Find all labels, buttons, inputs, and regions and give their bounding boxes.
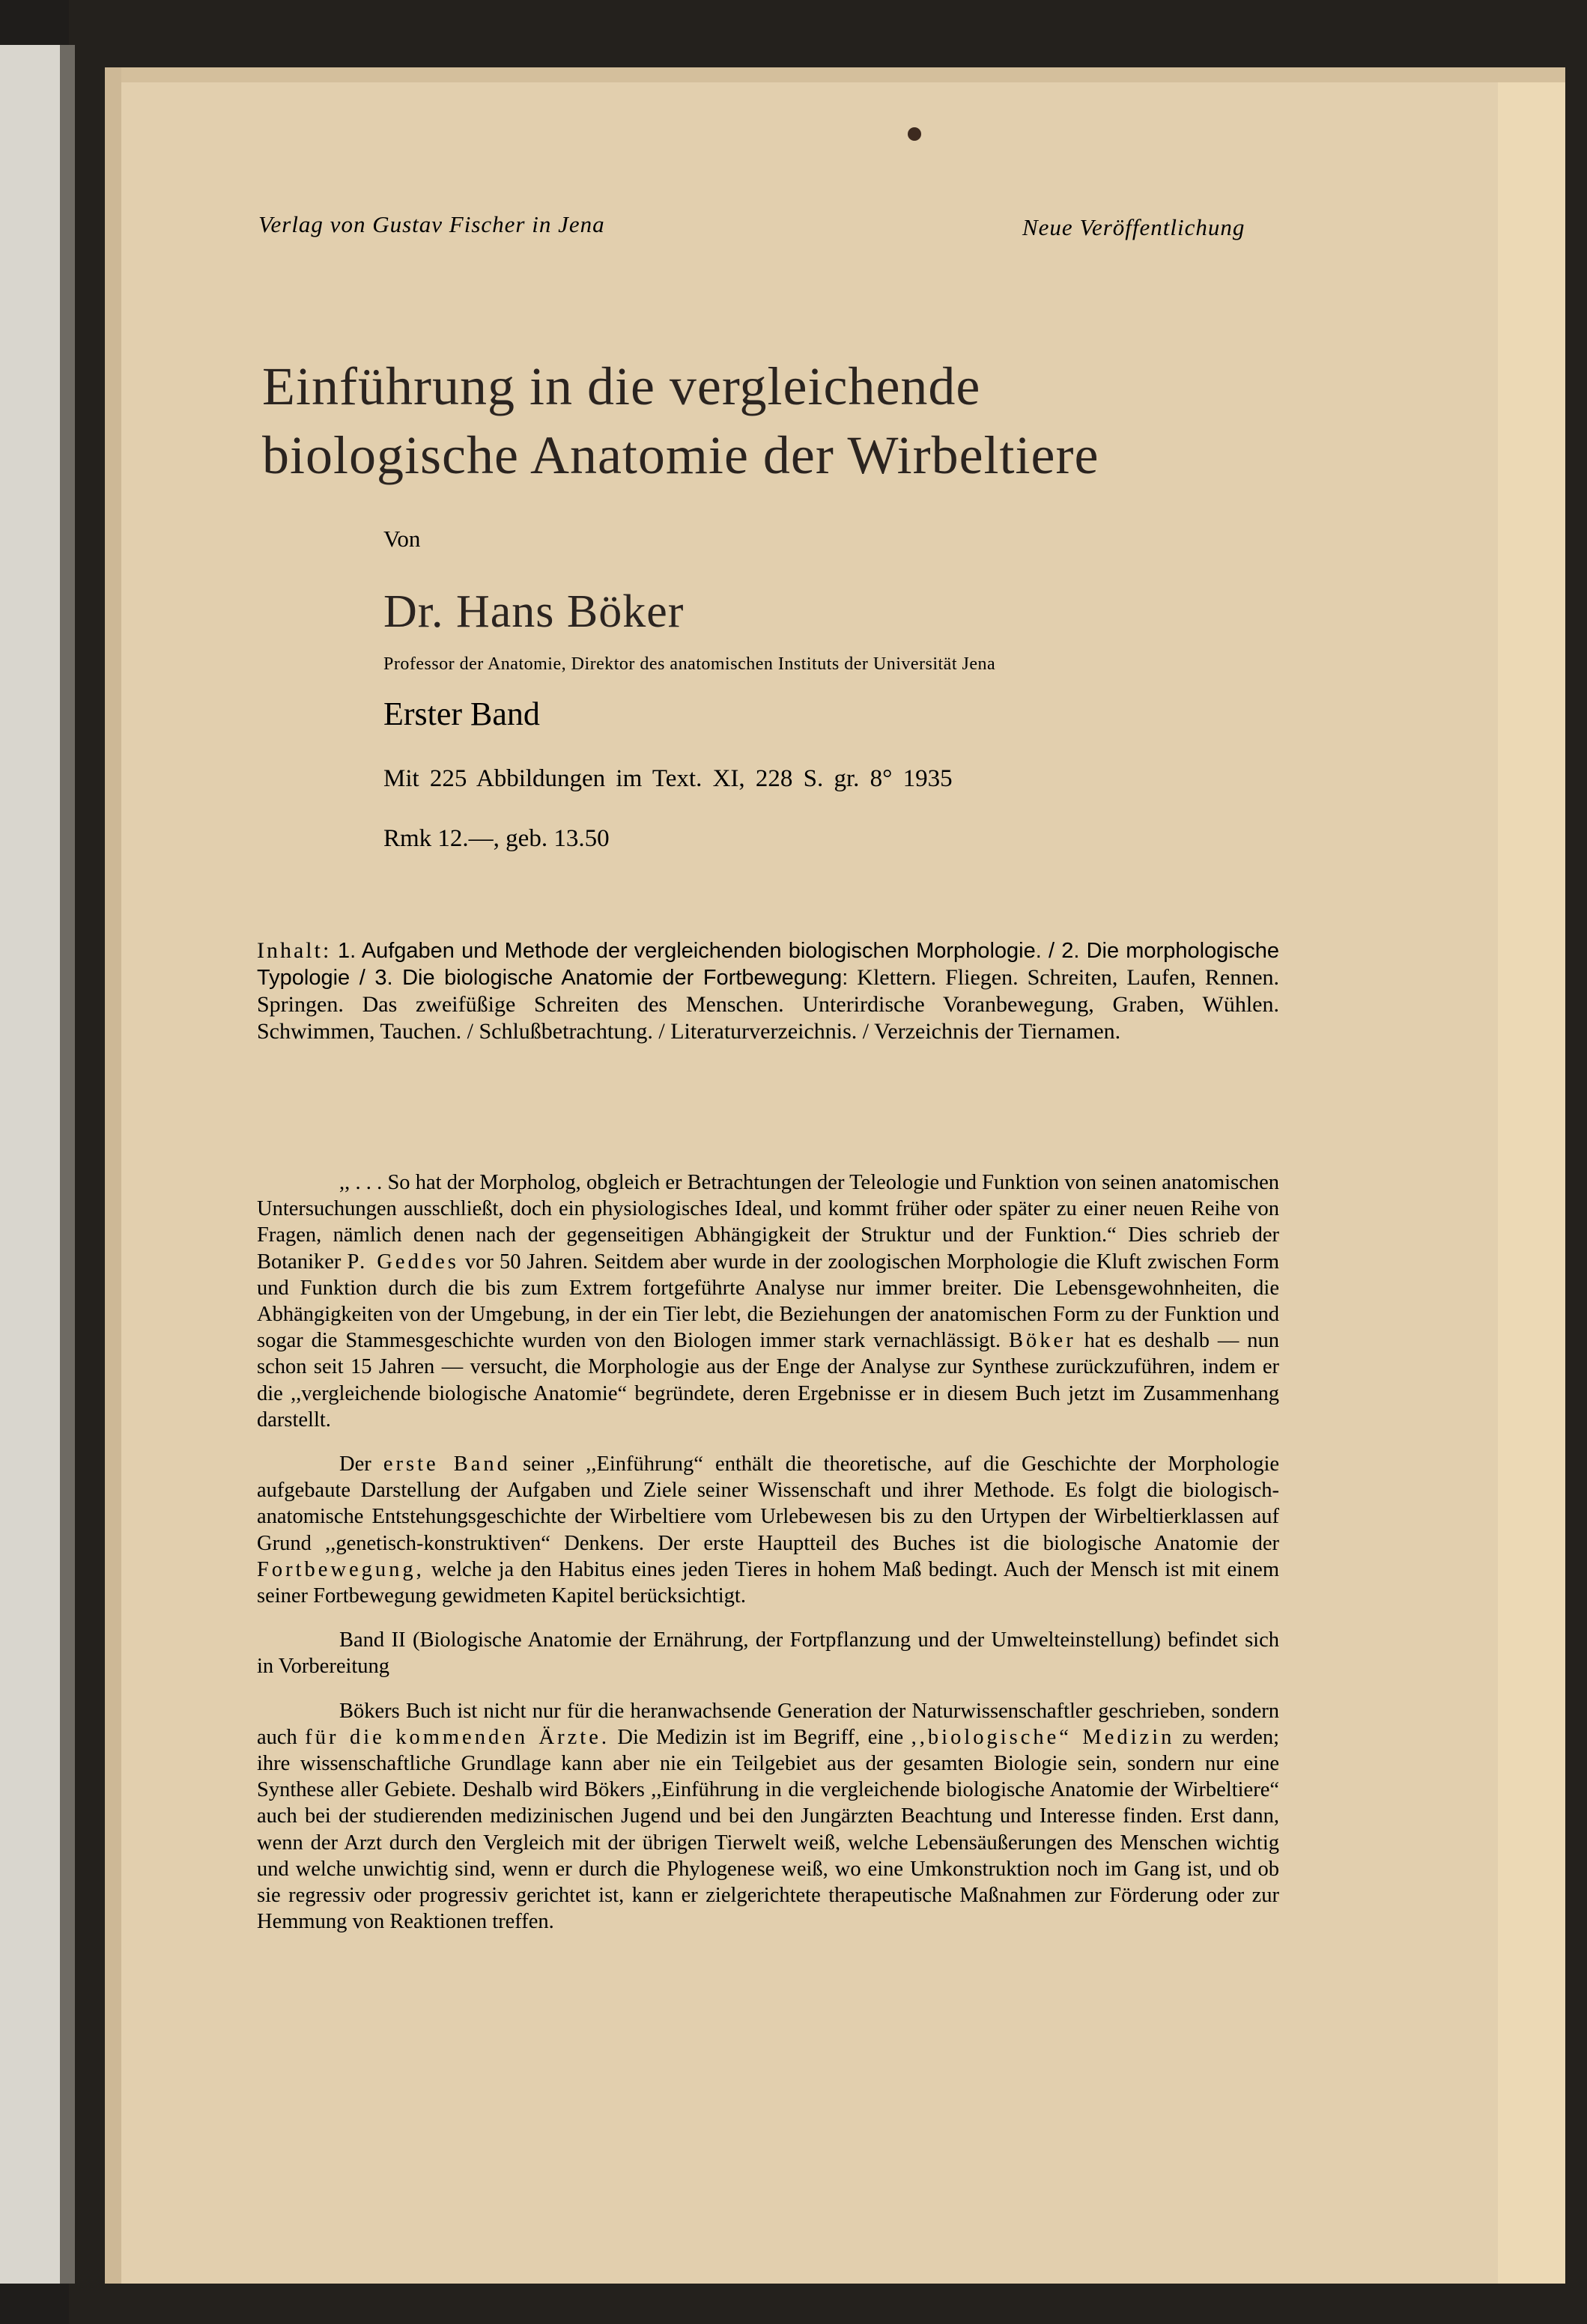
p4-text-a: Bökers Buch ist nicht nur für die heranwachsende Generation der Naturwissenschaftler geschrieben, sondern auch: [257, 1699, 1279, 1749]
book-price: Rmk 12.—, geb. 13.50: [383, 825, 610, 852]
author-name: Dr. Hans Böker: [383, 586, 685, 637]
author-affiliation: Professor der Anatomie, Direktor des anatomischen Instituts der Universität Jena: [383, 654, 996, 674]
contents-label: Inhalt:: [257, 938, 332, 963]
volume-label: Erster Band: [383, 696, 540, 732]
binder-edge: [60, 45, 75, 2284]
paragraph-2: [257, 1451, 1279, 1609]
table-of-contents: [257, 937, 1279, 1045]
page-top-shade: [105, 67, 1565, 82]
p2-text-c: seiner ,,Einführung“ enthält die theoretische, auf die Geschichte der Morphologie aufgebaute Darstellung der Aufgaben und Ziele seiner Wissenschaft und ihrer Methode. Es folgt die biologisch-anatomische Entstehungsgeschichte der Wirbeltiere vom Urlebewesen bis zu den Urtypen der Wirbeltierklassen auf Grund ,,genetisch-konstruktiven“ Denkens. Der erste Hauptteil des Buches ist die biologische Anatomie der: [257, 1452, 1280, 1555]
page-left-shade: [105, 67, 121, 2284]
p1-name-geddes: P. Geddes: [347, 1250, 459, 1274]
paragraph-1: [257, 1169, 1279, 1433]
book-details: Mit 225 Abbildungen im Text. XI, 228 S. gr. 8° 1935: [383, 765, 953, 792]
byline-von: Von: [383, 526, 421, 552]
contents-subsections: Klettern. Fliegen. Schreiten, Laufen, Rennen. Springen. Das zweifüßige Schreiten des Menschen. Unterirdische Voranbewegung, Graben, Wühlen. Schwimmen, Tauchen. / Schlußbetrachtung. / Literaturverzeichnis. / Verzeichnis der Tiernamen.: [257, 965, 1280, 1044]
p2-text-a: Der: [339, 1452, 371, 1476]
p4-text-e: zu werden; ihre wissenschaftliche Grundlage kann aber nie ein Teilgebiet aus der gesamten Biologie sein, sondern nur eine Synthese aller Gebiete. Deshalb wird Bökers ,,Einführung in die vergleichende biologische Anatomie der Wirbeltiere“ auch bei der studierenden medizinischen Jugend und bei den Jungärzten Beachtung und Interesse finden. Erst dann, wenn der Arzt durch den Vergleich mit der übrigen Tierwelt weiß, welche Lebensäußerungen des Menschen wichtig und welche unwichtig sind, wenn er durch die Phylogenese weiß, wo eine Umkonstruktion noch im Gang ist, und ob sie regressiv oder progressiv gerichtet ist, kann er zielgerichtete therapeutische Maßnahmen zur Förderung oder zur Hemmung von Reaktionen treffen.: [257, 1725, 1279, 1934]
publication-note: Neue Veröffentlichung: [1022, 214, 1245, 240]
p4-biologische-medizin: ,,biologische“ Medizin: [911, 1725, 1175, 1749]
p1-text-c: vor 50 Jahren. Seitdem aber wurde in der zoologischen Morphologie die Kluft zwischen Form und Funktion durch die bis zum Extrem fortgeführte Analyse nur immer breiter. Die Lebensgewohnheiten, die Abhängigkeiten von der Umgebung, in der ein Tier lebt, die Beziehungen der anatomischen Form zu der Funktion und sogar die Stammesgeschichte wurden von den Biologen immer stark vernachlässigt.: [257, 1250, 1279, 1353]
publisher-header: Verlag von Gustav Fischer in Jena: [258, 211, 605, 237]
p1-text-a: ,, . . . So hat der Morpholog, obgleich er Betrachtungen der Teleologie und Funktion von seinen anatomischen Untersuchungen ausschließt, doch ein physiologisches Ideal, und kommt früher oder später zu einer neuen Reihe von Fragen, nämlich denen nach der gegenseitigen Abhängigkeit der Struktur und der Funktion.“ Dies schrieb der Botaniker: [257, 1171, 1279, 1274]
p1-name-boker: Böker: [1009, 1329, 1076, 1353]
title-line-2: biologische Anatomie der Wirbeltiere: [262, 425, 1099, 485]
paragraph-3: Band II (Biologische Anatomie der Ernährung, der Fortpflanzung und der Umwelteinstellung) befindet sich in Vorbereitung: [257, 1628, 1279, 1679]
title-line-1: Einführung in die vergleichende: [262, 356, 981, 416]
paragraph-4: [257, 1698, 1279, 1935]
p4-text-c: Die Medizin ist im Begriff, eine: [617, 1725, 904, 1749]
ink-dot: [908, 127, 921, 141]
book-title: [262, 352, 1386, 490]
p2-erste-band: erste Band: [383, 1452, 511, 1476]
p1-text-e: hat es deshalb — nun schon seit 15 Jahren — versucht, die Morphologie aus der Enge der Analyse zur Synthese zurückzuführen, indem er die ,,vergleichende biologische Anatomie“ begründete, deren Ergebnisse er in diesem Buch jetzt im Zusammenhang darstellt.: [257, 1329, 1279, 1432]
description-text: [257, 1169, 1279, 1953]
p2-fortbewegung: Fortbewegung,: [257, 1557, 425, 1581]
p2-text-e: welche ja den Habitus eines jeden Tieres in hohem Maß bedingt. Auch der Mensch ist mit einem seiner Fortbewegung gewidmeten Kapitel berücksichtigt.: [257, 1557, 1279, 1608]
contents-chapters: 1. Aufgaben und Methode der vergleichenden biologischen Morphologie. / 2. Die morphologische Typologie / 3. Die biologische Anatomie der Fortbewegung:: [257, 939, 1280, 990]
p4-kommende-aerzte: für die kommenden Ärzte.: [305, 1725, 610, 1749]
binder-spine: [0, 45, 64, 2284]
